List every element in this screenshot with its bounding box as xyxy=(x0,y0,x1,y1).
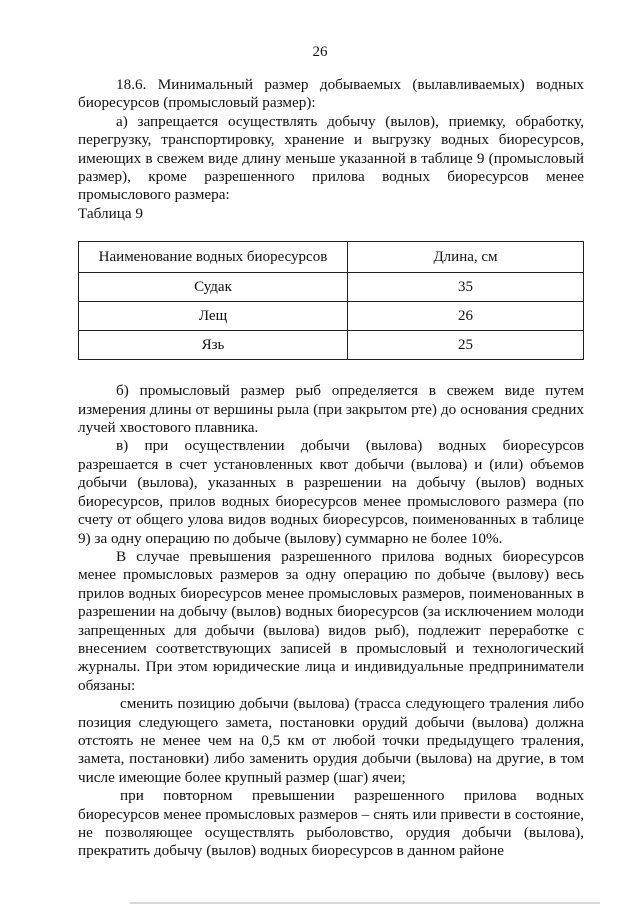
paragraph-a: а) запрещается осуществлять добычу (вылов), приемку, обработку, перегрузку, транспортировку, хранение и выгрузку водных биоресурсов, имеющих в свежем виде длину меньше указанной в таблице 9 (промысловый размер), кроме разрешенного прилова водных биоресурсов менее промыслового размера: xyxy=(78,112,584,204)
paragraph-repeat-excess: при повторном превышении разрешенного прилова водных биоресурсов менее промысловых размеров – снять или привести в состояние, не позволяющее осуществлять рыболовство, орудия добычи (вылова), прекратить добычу (вылов) водных биоресурсов в данном районе xyxy=(78,787,584,860)
table-header-length: Длина, см xyxy=(348,242,584,273)
table-row xyxy=(79,302,584,331)
paragraph-excess: В случае превышения разрешенного прилова водных биоресурсов менее промысловых размеров за одну операцию по добыче (вылову) весь прилов водных биоресурсов менее промысловых размеров, поименованных в разрешении на добычу (вылов) водных биоресурсов (за исключением молоди запрещенных для добычи (вылова) видов рыб), подлежит переработке с внесением соответствующих записей в промысловый и технологический журналы. При этом юридические лица и индивидуальные предприниматели обязаны: xyxy=(78,547,584,694)
table-cell-species: Лещ xyxy=(79,302,348,331)
table-cell-length: 25 xyxy=(348,331,584,360)
table-row xyxy=(79,331,584,360)
table-header-name: Наименование водных биоресурсов xyxy=(79,242,348,273)
document-body xyxy=(78,76,584,861)
table-header-row xyxy=(79,242,584,273)
scan-edge-line xyxy=(130,902,600,904)
table-cell-species: Язь xyxy=(79,331,348,360)
section-title: 18.6. Минимальный размер добываемых (вылавливаемых) водных биоресурсов (промысловый размер): xyxy=(78,76,584,112)
table-row xyxy=(79,273,584,302)
table-caption: Таблица 9 xyxy=(78,204,143,222)
page-number: 26 xyxy=(312,44,328,60)
paragraph-b: б) промысловый размер рыб определяется в свежем виде путем измерения длины от вершины рыла (при закрытом рте) до основания средних лучей хвостового плавника. xyxy=(78,382,584,437)
paragraph-change-position: сменить позицию добычи (вылова) (трасса следующего траления либо позиция следующего замета, постановки орудий добычи (вылова) должна отстоять не менее чем на 0,5 км от любой точки предыдущего траления, замета, постановки) либо заменить орудия добычи (вылова) на другие, в том числе имеющие более крупный размер (шаг) ячеи; xyxy=(78,695,584,786)
fish-size-table xyxy=(78,241,584,360)
paragraph-v: в) при осуществлении добычи (вылова) водных биоресурсов разрешается в счет установленных квот добычи (вылова) и (или) объемов добычи (вылова), указанных в разрешении на добычу (вылов) водных биоресурсов, прилов водных биоресурсов менее промыслового размера (по счету от общего улова видов водных биоресурсов, поименованных в таблице 9) за одну операцию по добыче (вылову) суммарно не более 10%. xyxy=(78,437,584,547)
table-cell-length: 26 xyxy=(348,302,584,331)
table-cell-length: 35 xyxy=(348,273,584,302)
table-cell-species: Судак xyxy=(79,273,348,302)
